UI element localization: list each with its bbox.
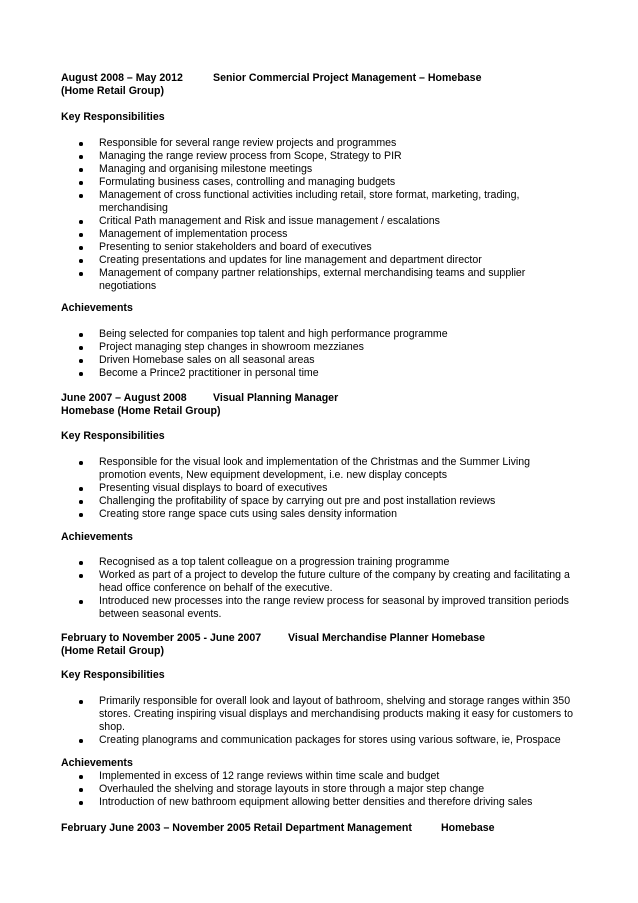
list-item: Introduction of new bathroom equipment allowing better densities and therefore driving sales (0, 796, 579, 809)
list-item: Management of company partner relationships, external merchandising teams and supplier negotiations (0, 267, 579, 293)
list-item: Managing and organising milestone meetings (0, 163, 579, 176)
job-header (61, 822, 495, 835)
list-item: Introduced new processes into the range review process for seasonal by improved transition periods between seasonal events. (0, 595, 579, 621)
list-item: Overhauled the shelving and storage layouts in store through a major step change (0, 783, 579, 796)
section-heading: Key Responsibilities (61, 430, 165, 442)
list-item: Project managing step changes in showroom mezzianes (0, 341, 579, 354)
job-header (61, 72, 482, 85)
list-item: Management of implementation process (0, 228, 579, 241)
list-item: Being selected for companies top talent and high performance programme (0, 328, 579, 341)
achievements-list (0, 770, 638, 809)
job-header (61, 392, 339, 405)
achievements-list (0, 328, 638, 380)
list-item: Presenting visual displays to board of executives (0, 482, 579, 495)
list-item: Implemented in excess of 12 range reviews within time scale and budget (0, 770, 579, 783)
list-item: Challenging the profitability of space by carrying out pre and post installation reviews (0, 495, 579, 508)
job-company: (Home Retail Group) (61, 85, 164, 97)
list-item: Managing the range review process from Scope, Strategy to PIR (0, 150, 579, 163)
section-heading: Key Responsibilities (61, 669, 165, 681)
job-title: Senior Commercial Project Management – Homebase (213, 72, 482, 84)
list-item: Responsible for several range review projects and programmes (0, 137, 579, 150)
responsibilities-list (0, 695, 638, 747)
job-title: Retail Department Management (253, 822, 412, 834)
list-item: Management of cross functional activities including retail, store format, marketing, trading, merchandising (0, 189, 579, 215)
list-item: Formulating business cases, controlling and managing budgets (0, 176, 579, 189)
job-dates: February to November 2005 - June 2007 (61, 632, 262, 644)
achievements-list (0, 556, 638, 621)
job-company: Homebase (441, 822, 495, 834)
section-heading: Achievements (61, 531, 133, 543)
job-dates: June 2007 – August 2008 (61, 392, 187, 404)
job-company: Homebase (Home Retail Group) (61, 405, 221, 417)
list-item: Driven Homebase sales on all seasonal areas (0, 354, 579, 367)
list-item: Creating store range space cuts using sales density information (0, 508, 579, 521)
responsibilities-list (0, 456, 638, 521)
list-item: Creating presentations and updates for line management and department director (0, 254, 579, 267)
list-item: Responsible for the visual look and implementation of the Christmas and the Summer Living promotion events, New equipment development, i.e. new display concepts (0, 456, 579, 482)
job-header (61, 632, 486, 645)
job-dates: February June 2003 – November 2005 (61, 822, 251, 834)
job-company: (Home Retail Group) (61, 645, 164, 657)
section-heading: Achievements (61, 302, 133, 314)
list-item: Presenting to senior stakeholders and board of executives (0, 241, 579, 254)
list-item: Recognised as a top talent colleague on a progression training programme (0, 556, 579, 569)
section-heading: Achievements (61, 757, 133, 769)
job-title: Visual Planning Manager (213, 392, 339, 404)
section-heading: Key Responsibilities (61, 111, 165, 123)
list-item: Worked as part of a project to develop the future culture of the company by creating and facilitating a head office conference on behalf of the executive. (0, 569, 579, 595)
responsibilities-list (0, 137, 638, 293)
list-item: Primarily responsible for overall look and layout of bathroom, shelving and storage ranges within 350 stores. Creating inspiring visual displays and merchandising products making it easy for customers to shop. (0, 695, 579, 734)
list-item: Creating planograms and communication packages for stores using various software, ie, Prospace (0, 734, 579, 747)
job-dates: August 2008 – May 2012 (61, 72, 183, 84)
list-item: Critical Path management and Risk and issue management / escalations (0, 215, 579, 228)
job-title: Visual Merchandise Planner Homebase (288, 632, 486, 644)
list-item: Become a Prince2 practitioner in personal time (0, 367, 579, 380)
